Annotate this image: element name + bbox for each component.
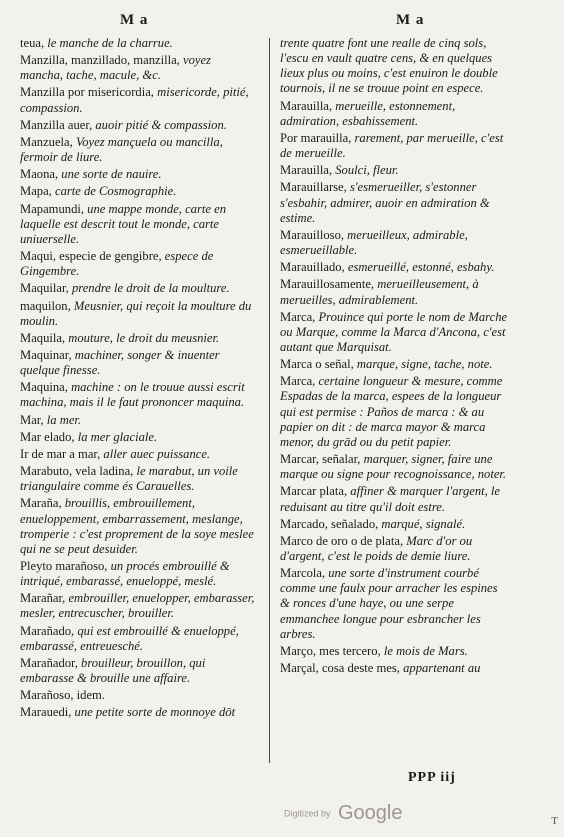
entry-headword: maquilon, [20, 298, 71, 313]
entry-headword: Por marauilla, [280, 130, 352, 145]
dictionary-entry [280, 180, 510, 225]
dictionary-entry [280, 517, 510, 532]
entry-definition: machiner, songer & inuenter quelque finesse. [20, 347, 220, 378]
entry-headword: Marauillado, [280, 260, 345, 275]
dictionary-entry [280, 566, 510, 642]
dictionary-entry [280, 452, 510, 482]
entry-definition: machine : on le trouue aussi escrit machina, mais il le faut prononcer maquina. [20, 380, 245, 410]
entry-definition: Soulci, fleur. [332, 163, 399, 178]
column-divider [269, 38, 270, 763]
entry-headword: Manzilla por misericordia, [20, 85, 154, 100]
entry-headword: Marcola, [280, 566, 326, 581]
entry-headword: Mar, [20, 412, 44, 427]
entry-headword: Manzuela, [20, 134, 73, 149]
dictionary-entry [280, 99, 510, 129]
entry-headword: Manzilla auer, [20, 117, 93, 132]
dictionary-entry [20, 249, 256, 279]
dictionary-entry [20, 281, 256, 296]
digitized-by-text: Digitized by [284, 808, 331, 819]
entry-definition: mouture, le droit du meusnier. [65, 330, 220, 345]
entry-definition: certaine longueur & mesure, comme Espadas de la marca, espees de la longueur qui est permise : Paños de marca : & au papier on dit : de marca mayor & marca menor, du grād ou du petit papier. [280, 374, 503, 449]
dictionary-entry [280, 374, 510, 450]
entry-definition: esmerueillé, estonné, esbahy. [344, 260, 495, 275]
entry-definition: marquer, signer, faire une marque ou signe pour recognoissance, noter. [280, 452, 507, 482]
dictionary-entry [280, 534, 510, 564]
entry-definition: espece de Gingembre. [20, 249, 214, 279]
dictionary-entry [20, 299, 256, 329]
entry-definition: merueilleux, admirable, esmerueillable. [280, 227, 468, 258]
left-column [20, 36, 256, 723]
entry-definition: Prouince qui porte le nom de Marche ou Marque, comme la Marca d'Ancona, c'est autant que Marquisat. [280, 309, 508, 354]
entry-headword: Mapa, [20, 184, 52, 199]
entry-definition: auoir pitié & compassion. [92, 117, 227, 132]
dictionary-entry [280, 277, 510, 307]
entry-headword: Maquina, [20, 380, 68, 395]
dictionary-entry [20, 167, 256, 182]
entry-definition: aller auec puissance. [100, 446, 211, 461]
entry-headword: Maqui, especie de gengibre, [20, 249, 162, 264]
entry-headword: Ir de mar a mar, [20, 446, 101, 461]
entry-headword: Maquilar, [20, 281, 69, 296]
dictionary-entry [20, 447, 256, 462]
entry-headword: Marauedi, [20, 705, 72, 720]
dictionary-entry [280, 131, 510, 161]
entry-definition: s'esmerueiller, s'estonner s'esbahir, admirer, auoir en admiration & estime. [280, 180, 490, 225]
entry-definition: misericorde, pitié, compassion. [20, 85, 249, 115]
google-wordmark: Google [337, 802, 403, 824]
dictionary-entry [280, 36, 510, 97]
entry-headword: Marca, [280, 374, 316, 389]
dictionary-entry [20, 413, 256, 428]
entry-definition: le manche de la charrue. [44, 36, 173, 50]
entry-definition: affiner & marquer l'argent, le reduisant au titre qu'il doit estre. [280, 484, 501, 514]
dictionary-entry [280, 661, 510, 676]
entry-definition: le marabut, un voile triangulaire comme és Carauelles. [20, 464, 238, 494]
dictionary-entry [20, 331, 256, 346]
dictionary-entry [280, 484, 510, 514]
entry-headword: Marauillosamente, [280, 277, 375, 292]
dictionary-entry [20, 135, 256, 165]
entry-definition: Voyez mançuela ou mancilla, fermoir de liure. [20, 134, 223, 165]
entry-headword: Março, mes tercero, [280, 643, 381, 658]
entry-definition: brouilleur, brouillon, qui embarasse & brouille une affaire. [20, 655, 206, 686]
entry-definition: merueilleusement, à merueilles, admirablement. [280, 277, 479, 307]
entry-headword: Marauilla, [280, 98, 333, 113]
dictionary-entry [20, 118, 256, 133]
dictionary-entry [20, 496, 256, 557]
entry-definition: rarement, par merueille, c'est de merueille. [280, 130, 504, 161]
entry-headword: Marca, [280, 309, 316, 324]
entry-headword: Marauilloso, [280, 227, 345, 242]
right-column [280, 36, 510, 678]
dictionary-entry [20, 591, 256, 621]
corner-mark: T [551, 815, 558, 827]
dictionary-entry [20, 464, 256, 494]
dictionary-entry [20, 624, 256, 654]
entry-headword: Marañoso, idem. [20, 688, 105, 703]
entry-headword: Pleyto marañoso, [20, 559, 108, 573]
dictionary-entry [20, 36, 256, 51]
entry-headword: Maquila, [20, 330, 66, 345]
entry-headword: Marco de oro o de plata, [280, 533, 404, 548]
entry-definition: la mer glaciale. [74, 429, 158, 444]
entry-definition: Meusnier, qui reçoit la moulture du moulin. [20, 298, 252, 328]
entry-headword: Marabuto, vela ladina, [20, 464, 134, 479]
dictionary-entry [20, 184, 256, 199]
entry-headword: Maraña, [20, 496, 62, 511]
entry-headword: Marauilla, [280, 163, 333, 178]
entry-headword: Marçal, cosa deste mes, [280, 661, 400, 676]
entry-headword: Maona, [20, 167, 59, 182]
entry-headword: Mapamundi, [20, 201, 85, 216]
entry-definition: trente quatre font une realle de cinq sols, l'escu en vault quatre cens, & en quelques lieux plus ou moins, c'est enuiron le double tournois, il ne se trouue point en espece. [280, 36, 498, 96]
entry-definition: carte de Cosmographie. [51, 184, 177, 199]
entry-headword: Maquinar, [20, 347, 72, 362]
entry-definition: appartenant au [399, 661, 481, 676]
entry-definition: une petite sorte de monnoye dōt [71, 705, 236, 720]
dictionary-entry [20, 380, 256, 410]
entry-definition: embrouiller, enuelopper, embarasser, mesler, entrecuscher, brouiller. [20, 591, 255, 621]
entry-definition: voyez mancha, tache, macule, &c. [20, 53, 211, 83]
dictionary-entry [20, 688, 256, 703]
entry-headword: Marcar plata, [280, 484, 348, 499]
entry-headword: Marañador, [20, 655, 78, 670]
entry-definition: une mappe monde, carte en laquelle est descrit tout le monde, carte uniuerselle. [20, 201, 227, 246]
entry-headword: Marcar, señalar, [280, 452, 361, 467]
running-head-right: M a [396, 12, 425, 28]
entry-headword: Manzilla, manzillado, manzilla, [20, 53, 180, 68]
dictionary-entry [20, 656, 256, 686]
entry-headword: teua, [20, 36, 45, 50]
dictionary-entry [280, 163, 510, 178]
running-head-left: M a [120, 12, 149, 28]
entry-headword: Marañado, [20, 623, 75, 638]
signature-mark: PPP iij [408, 770, 456, 785]
entry-headword: Marauillarse, [280, 180, 347, 195]
dictionary-entry [20, 85, 256, 115]
digitized-by-watermark [284, 802, 402, 825]
entry-definition: marque, signe, tache, note. [353, 357, 493, 372]
entry-headword: Marca o señal, [280, 357, 354, 372]
dictionary-entry [20, 430, 256, 445]
dictionary-entry [20, 53, 256, 83]
entry-definition: Marc d'or ou d'argent, c'est le poids de demie liure. [280, 533, 473, 563]
dictionary-entry [20, 348, 256, 378]
entry-headword: Mar elado, [20, 429, 75, 444]
entry-definition: qui est embrouillé & enueloppé, embarassé, entreuesché. [20, 623, 239, 653]
entry-definition: marqué, signalé. [378, 516, 466, 531]
entry-definition: un procés embrouillé & intriqué, embarassé, enueloppé, meslé. [20, 559, 230, 589]
dictionary-entry [20, 559, 256, 589]
entry-headword: Marañar, [20, 591, 66, 606]
dictionary-entry [280, 228, 510, 258]
entry-definition: brouillis, embrouillement, enueloppement, embarrassement, meslange, tromperie : c'est proprement de la soye meslee qui ne se peut desuider. [20, 496, 254, 556]
dictionary-entry [280, 310, 510, 355]
dictionary-entry [280, 644, 510, 659]
dictionary-entry [280, 260, 510, 275]
dictionary-entry [280, 357, 510, 372]
entry-definition: le mois de Mars. [380, 643, 468, 658]
entry-definition: une sorte de nauire. [58, 167, 162, 182]
dictionary-entry [20, 705, 256, 720]
dictionary-entry [20, 202, 256, 247]
entry-headword: Marcado, señalado, [280, 516, 379, 531]
entry-definition: la mer. [43, 412, 82, 427]
entry-definition: merueille, estonnement, admiration, esbahissement. [280, 98, 456, 128]
entry-definition: prendre le droit de la moulture. [68, 281, 230, 296]
entry-definition: une sorte d'instrument courbé comme une faulx pour arracher les espines & ronces d'une haye, ou une serpe emmanchee longue pour esbrancher les arbres. [280, 566, 498, 641]
